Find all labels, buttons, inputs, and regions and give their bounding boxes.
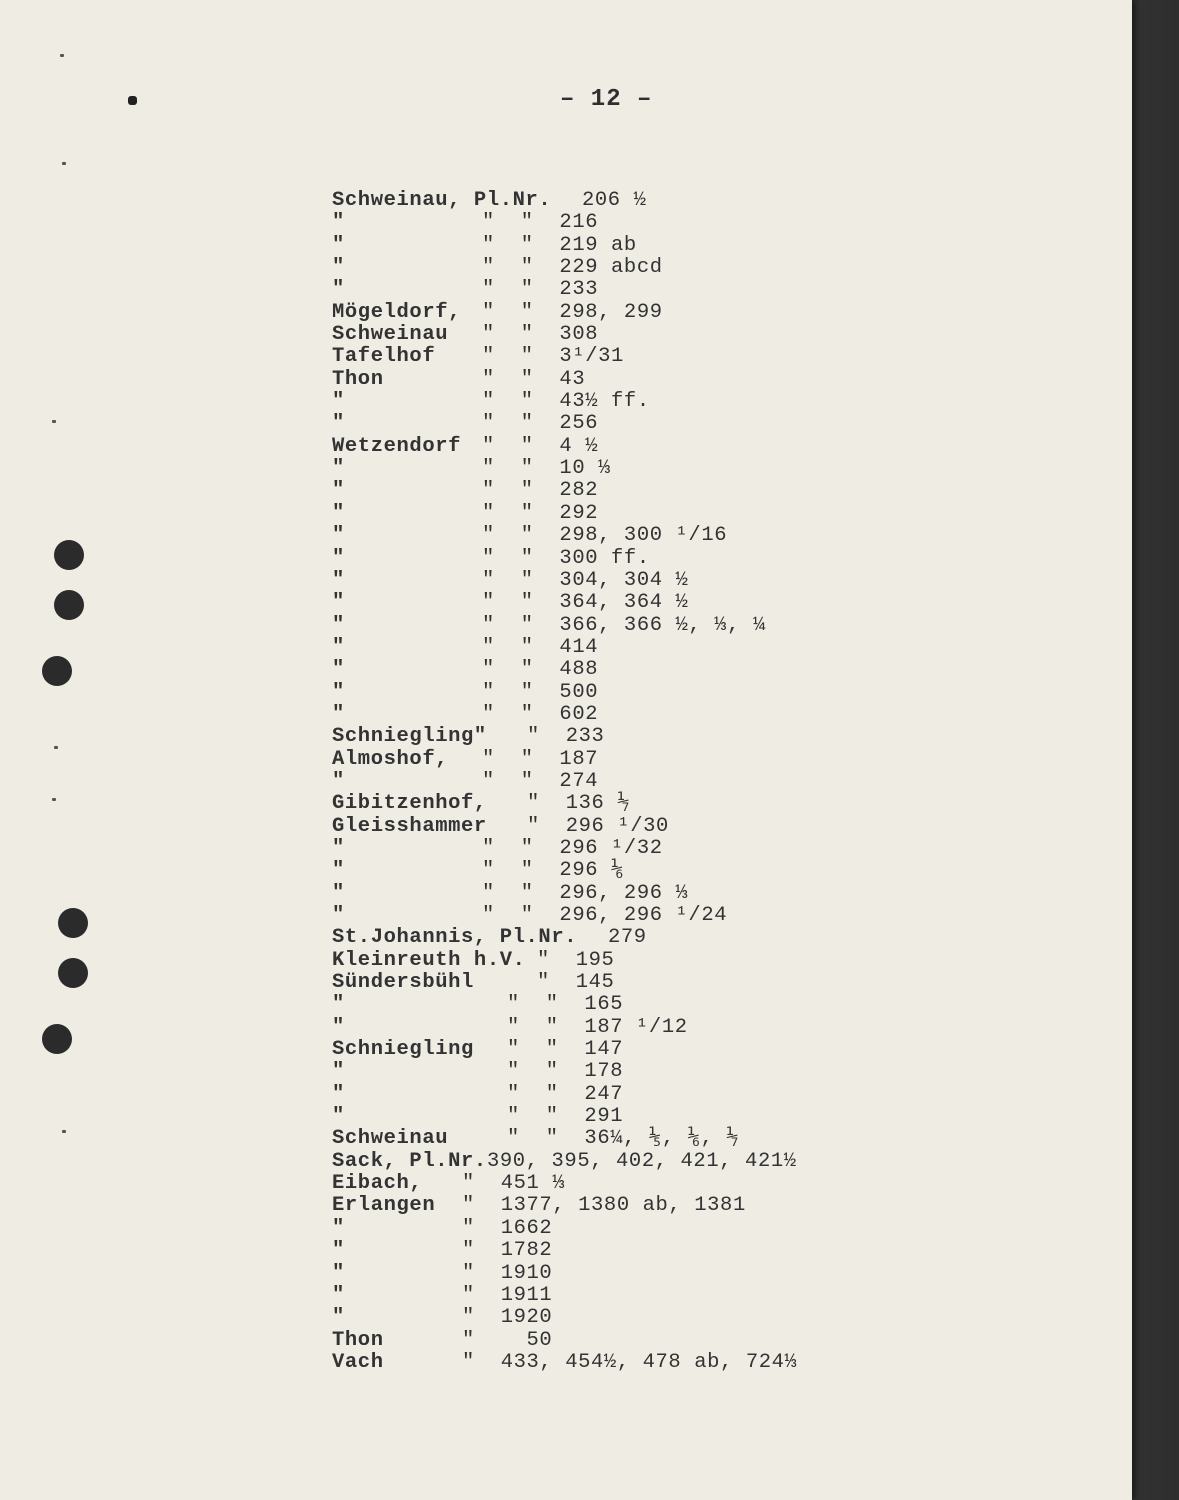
parcel-numbers: " " 282 xyxy=(482,479,599,503)
place-name: Thon xyxy=(332,367,384,391)
parcel-numbers: " " 10 ⅓ xyxy=(482,457,612,481)
parcel-numbers: " " 187 ¹/12 xyxy=(507,1015,688,1039)
parcel-numbers: " " 308 xyxy=(482,323,599,347)
place-name: Schniegling xyxy=(332,1038,474,1062)
paper-speck xyxy=(52,798,56,801)
place-name: " xyxy=(332,613,345,637)
parcel-numbers: " " 187 xyxy=(482,747,599,771)
parcel-numbers: " " 219 ab xyxy=(482,233,637,257)
place-name: Vach xyxy=(332,1350,384,1374)
place-name: Mögeldorf, xyxy=(332,300,462,324)
place-name: Thon xyxy=(332,1328,384,1352)
parcel-numbers: " 145 xyxy=(537,971,615,995)
place-name: " xyxy=(332,457,345,481)
paper-speck xyxy=(60,54,64,57)
place-name: " xyxy=(332,1216,345,1240)
parcel-numbers: " " 4 ½ xyxy=(482,434,599,458)
place-name: " xyxy=(332,658,345,682)
parcel-numbers: " " 296, 296 ⅓ xyxy=(482,881,689,905)
place-name: Tafelhof xyxy=(332,345,436,369)
parcel-numbers: " " 296, 296 ¹/24 xyxy=(482,904,728,927)
paper-speck xyxy=(62,162,66,165)
place-name: " xyxy=(332,702,345,726)
parcel-numbers: " 1377, 1380 ab, 1381 xyxy=(462,1194,746,1218)
place-name: " xyxy=(332,881,345,905)
punch-hole xyxy=(54,590,84,620)
page-number: – 12 – xyxy=(560,86,653,113)
punch-hole xyxy=(42,656,72,686)
parcel-numbers: 206 ½ xyxy=(582,189,647,212)
parcel-numbers: " " 296 ⅙ xyxy=(482,859,624,883)
place-name: " xyxy=(332,524,345,548)
place-name: " xyxy=(332,1261,345,1285)
parcel-numbers: " 1782 xyxy=(462,1239,553,1263)
parcel-numbers: " " 43½ ff. xyxy=(482,390,650,414)
parcel-numbers: " " 292 xyxy=(482,501,599,525)
place-name: " xyxy=(332,1105,345,1129)
place-name: " xyxy=(332,1283,345,1307)
parcel-numbers: " " 247 xyxy=(507,1082,624,1106)
punch-hole xyxy=(58,908,88,938)
place-name: " xyxy=(332,546,345,570)
place-name: " xyxy=(332,211,345,235)
parcel-numbers: " " 291 xyxy=(507,1105,624,1129)
punch-hole xyxy=(42,1024,72,1054)
place-name: Wetzendorf xyxy=(332,434,462,458)
parcel-numbers: " " 233 xyxy=(482,278,599,302)
place-name: " xyxy=(332,993,345,1017)
place-name: Sündersbühl xyxy=(332,971,474,995)
place-name: Eibach, xyxy=(332,1172,423,1196)
place-name: " xyxy=(332,568,345,592)
parcel-numbers: " " 488 xyxy=(482,658,599,682)
parcel-numbers: " " 500 xyxy=(482,680,599,704)
paper-speck xyxy=(54,746,58,749)
place-name: " xyxy=(332,769,345,793)
place-name: Sack, Pl.Nr. xyxy=(332,1149,487,1173)
place-name: Almoshof, xyxy=(332,747,449,771)
place-name: Gleisshammer xyxy=(332,814,487,838)
place-name: Kleinreuth h.V. xyxy=(332,948,526,972)
parcel-numbers: " " 256 xyxy=(482,412,599,436)
parcel-numbers: " 195 xyxy=(537,948,615,972)
parcel-numbers: " 451 ⅓ xyxy=(462,1172,566,1196)
parcel-numbers: 279 xyxy=(608,926,647,950)
parcel-numbers: " " 296 ¹/32 xyxy=(482,836,663,860)
place-name: " xyxy=(332,836,345,860)
parcel-numbers: " " 274 xyxy=(482,769,599,793)
place-name: St.Johannis, Pl.Nr. xyxy=(332,926,578,950)
place-name: " xyxy=(332,412,345,436)
place-name: " xyxy=(332,501,345,525)
paper-speck xyxy=(52,420,56,423)
place-name: " xyxy=(332,390,345,414)
place-name: " xyxy=(332,859,345,883)
parcel-numbers: " " 364, 364 ½ xyxy=(482,591,689,615)
parcel-numbers: " " 216 xyxy=(482,211,599,235)
place-name: " xyxy=(332,1306,345,1330)
paper-speck xyxy=(62,1130,66,1133)
ink-mark xyxy=(128,96,137,105)
parcel-numbers: " " 414 xyxy=(482,635,599,659)
place-name: " xyxy=(332,904,345,927)
place-name: Gibitzenhof, xyxy=(332,792,487,816)
place-name: " xyxy=(332,1239,345,1263)
parcel-numbers: " 50 xyxy=(462,1328,553,1352)
parcel-numbers: " 296 ¹/30 xyxy=(527,814,669,838)
parcel-numbers: " " 300 ff. xyxy=(482,546,650,570)
parcel-numbers: " " 36¼, ⅕, ⅙, ⅐ xyxy=(507,1127,740,1151)
place-name: Schweinau xyxy=(332,323,449,347)
punch-hole xyxy=(54,540,84,570)
place-name: " xyxy=(332,635,345,659)
place-name: " xyxy=(332,479,345,503)
parcel-numbers: " 433, 454½, 478 ab, 724⅓ xyxy=(462,1350,798,1374)
place-name: " xyxy=(332,278,345,302)
parcel-numbers: " " 229 abcd xyxy=(482,256,663,280)
parcel-numbers: " 1910 xyxy=(462,1261,553,1285)
parcel-numbers: 390, 395, 402, 421, 421½ xyxy=(487,1149,797,1173)
parcel-numbers: " " 165 xyxy=(507,993,624,1017)
place-name: Schniegling" xyxy=(332,725,487,749)
parcel-numbers: " " 43 xyxy=(482,367,586,391)
place-name: " xyxy=(332,233,345,257)
place-name: " xyxy=(332,1060,345,1084)
parcel-numbers: " " 298, 299 xyxy=(482,300,663,324)
parcel-numbers: " 1920 xyxy=(462,1306,553,1330)
punch-hole xyxy=(58,958,88,988)
place-name: Erlangen xyxy=(332,1194,436,1218)
parcel-numbers: " " 298, 300 ¹/16 xyxy=(482,524,728,548)
parcel-numbers: " " 366, 366 ½, ⅓, ¼ xyxy=(482,613,766,637)
parcel-numbers: " " 3¹/31 xyxy=(482,345,624,369)
parcel-numbers: " 1662 xyxy=(462,1216,553,1240)
place-name: " xyxy=(332,256,345,280)
place-name: Schweinau, Pl.Nr. xyxy=(332,189,552,212)
parcel-numbers: " 233 xyxy=(527,725,605,749)
parcel-numbers: " " 602 xyxy=(482,702,599,726)
parcel-numbers: " " 304, 304 ½ xyxy=(482,568,689,592)
place-name: " xyxy=(332,1082,345,1106)
parcel-numbers: " 1911 xyxy=(462,1283,553,1307)
place-name: " xyxy=(332,680,345,704)
parcel-numbers: " " 178 xyxy=(507,1060,624,1084)
parcel-numbers: " " 147 xyxy=(507,1038,624,1062)
parcel-numbers: " 136 ⅐ xyxy=(527,792,631,816)
place-name: " xyxy=(332,1015,345,1039)
place-name: Schweinau xyxy=(332,1127,449,1151)
place-name: " xyxy=(332,591,345,615)
